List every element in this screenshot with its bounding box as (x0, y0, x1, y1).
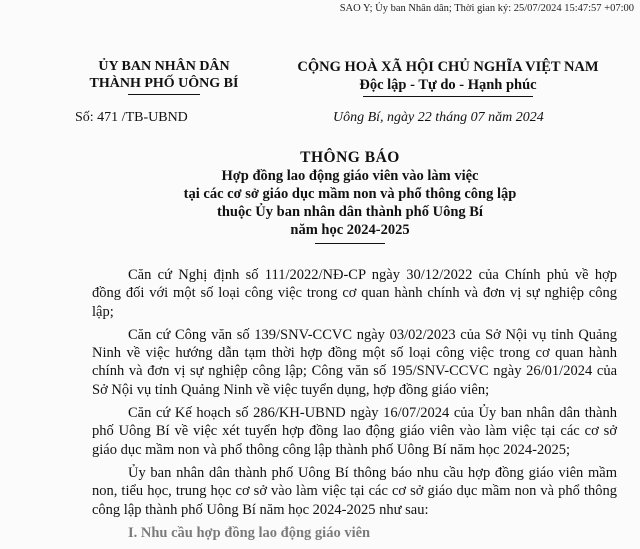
document-body (92, 266, 617, 542)
issuer-underline (128, 94, 200, 95)
paragraph-official-letter: Căn cứ Công văn số 139/SNV-CCVC ngày 03/02/2023 của Sở Nội vụ tỉnh Quảng Ninh về việc hướng dẫn tạm thời hợp đồng một số loại công việc trong cơ quan hành chính và đơn vị sự nghiệp công lập; Công văn số 195/SNV-CCVC ngày 26/01/2024 của Sở Nội vụ tỉnh Quảng Ninh về việc tuyển dụng, hợp đồng giáo viên; (92, 326, 617, 398)
nation-motto: Độc lập - Tự do - Hạnh phúc (359, 77, 537, 93)
document-date: Uông Bí, ngày 22 tháng 07 năm 2024 (333, 110, 544, 125)
document-number: Số: 471 /TB-UBND (75, 110, 188, 125)
national-header (268, 58, 628, 97)
nation-name: CỘNG HOÀ XÃ HỘI CHỦ NGHĨA VIỆT NAM (297, 59, 599, 75)
motto-underline (363, 96, 533, 97)
issuer-header (70, 58, 258, 95)
document-title-block (70, 148, 630, 244)
paragraph-announcement: Ủy ban nhân dân thành phố Uông Bí thông báo nhu cầu hợp đồng giáo viên mầm non, tiểu học, trung học cơ sở vào làm việc tại các cơ sở giáo dục mầm non và phổ thông công lập thành phố Uông Bí năm học 2024-2025 như sau: (92, 464, 617, 518)
title-underline (315, 243, 385, 244)
document-heading: THÔNG BÁO (300, 149, 400, 166)
title-line-3: thuộc Ủy ban nhân dân thành phố Uông Bí (217, 204, 483, 220)
issuer-line-1: ỦY BAN NHÂN DÂN (98, 59, 230, 74)
paragraph-plan: Căn cứ Kế hoạch số 286/KH-UBND ngày 16/07/2024 của Ủy ban nhân dân thành phố Uông Bí về việc xét tuyển hợp đồng lao động giáo viên vào làm việc tại các cơ sở giáo dục mầm non và phổ thông công lập thành phố Uông Bí năm học 2024-2025; (92, 405, 617, 458)
issuer-line-2: THÀNH PHỐ UÔNG BÍ (89, 76, 239, 91)
title-line-4: năm học 2024-2025 (290, 222, 410, 238)
digital-signature-stamp: SAO Y; Ủy ban Nhân dân; Thời gian ký: 25/07/2024 15:47:57 +07:00 (339, 3, 634, 14)
paragraph-decree: Căn cứ Nghị định số 111/2022/NĐ-CP ngày 30/12/2022 của Chính phủ về hợp đồng đối với một số loại công việc trong cơ quan hành chính và đơn vị sự nghiệp công lập; (92, 267, 617, 320)
section-heading-partial: I. Nhu cầu hợp đồng lao động giáo viên (128, 524, 371, 541)
title-line-1: Hợp đồng lao động giáo viên vào làm việc (221, 168, 479, 184)
title-line-2: tại các cơ sở giáo dục mầm non và phổ thông công lập (183, 186, 517, 202)
